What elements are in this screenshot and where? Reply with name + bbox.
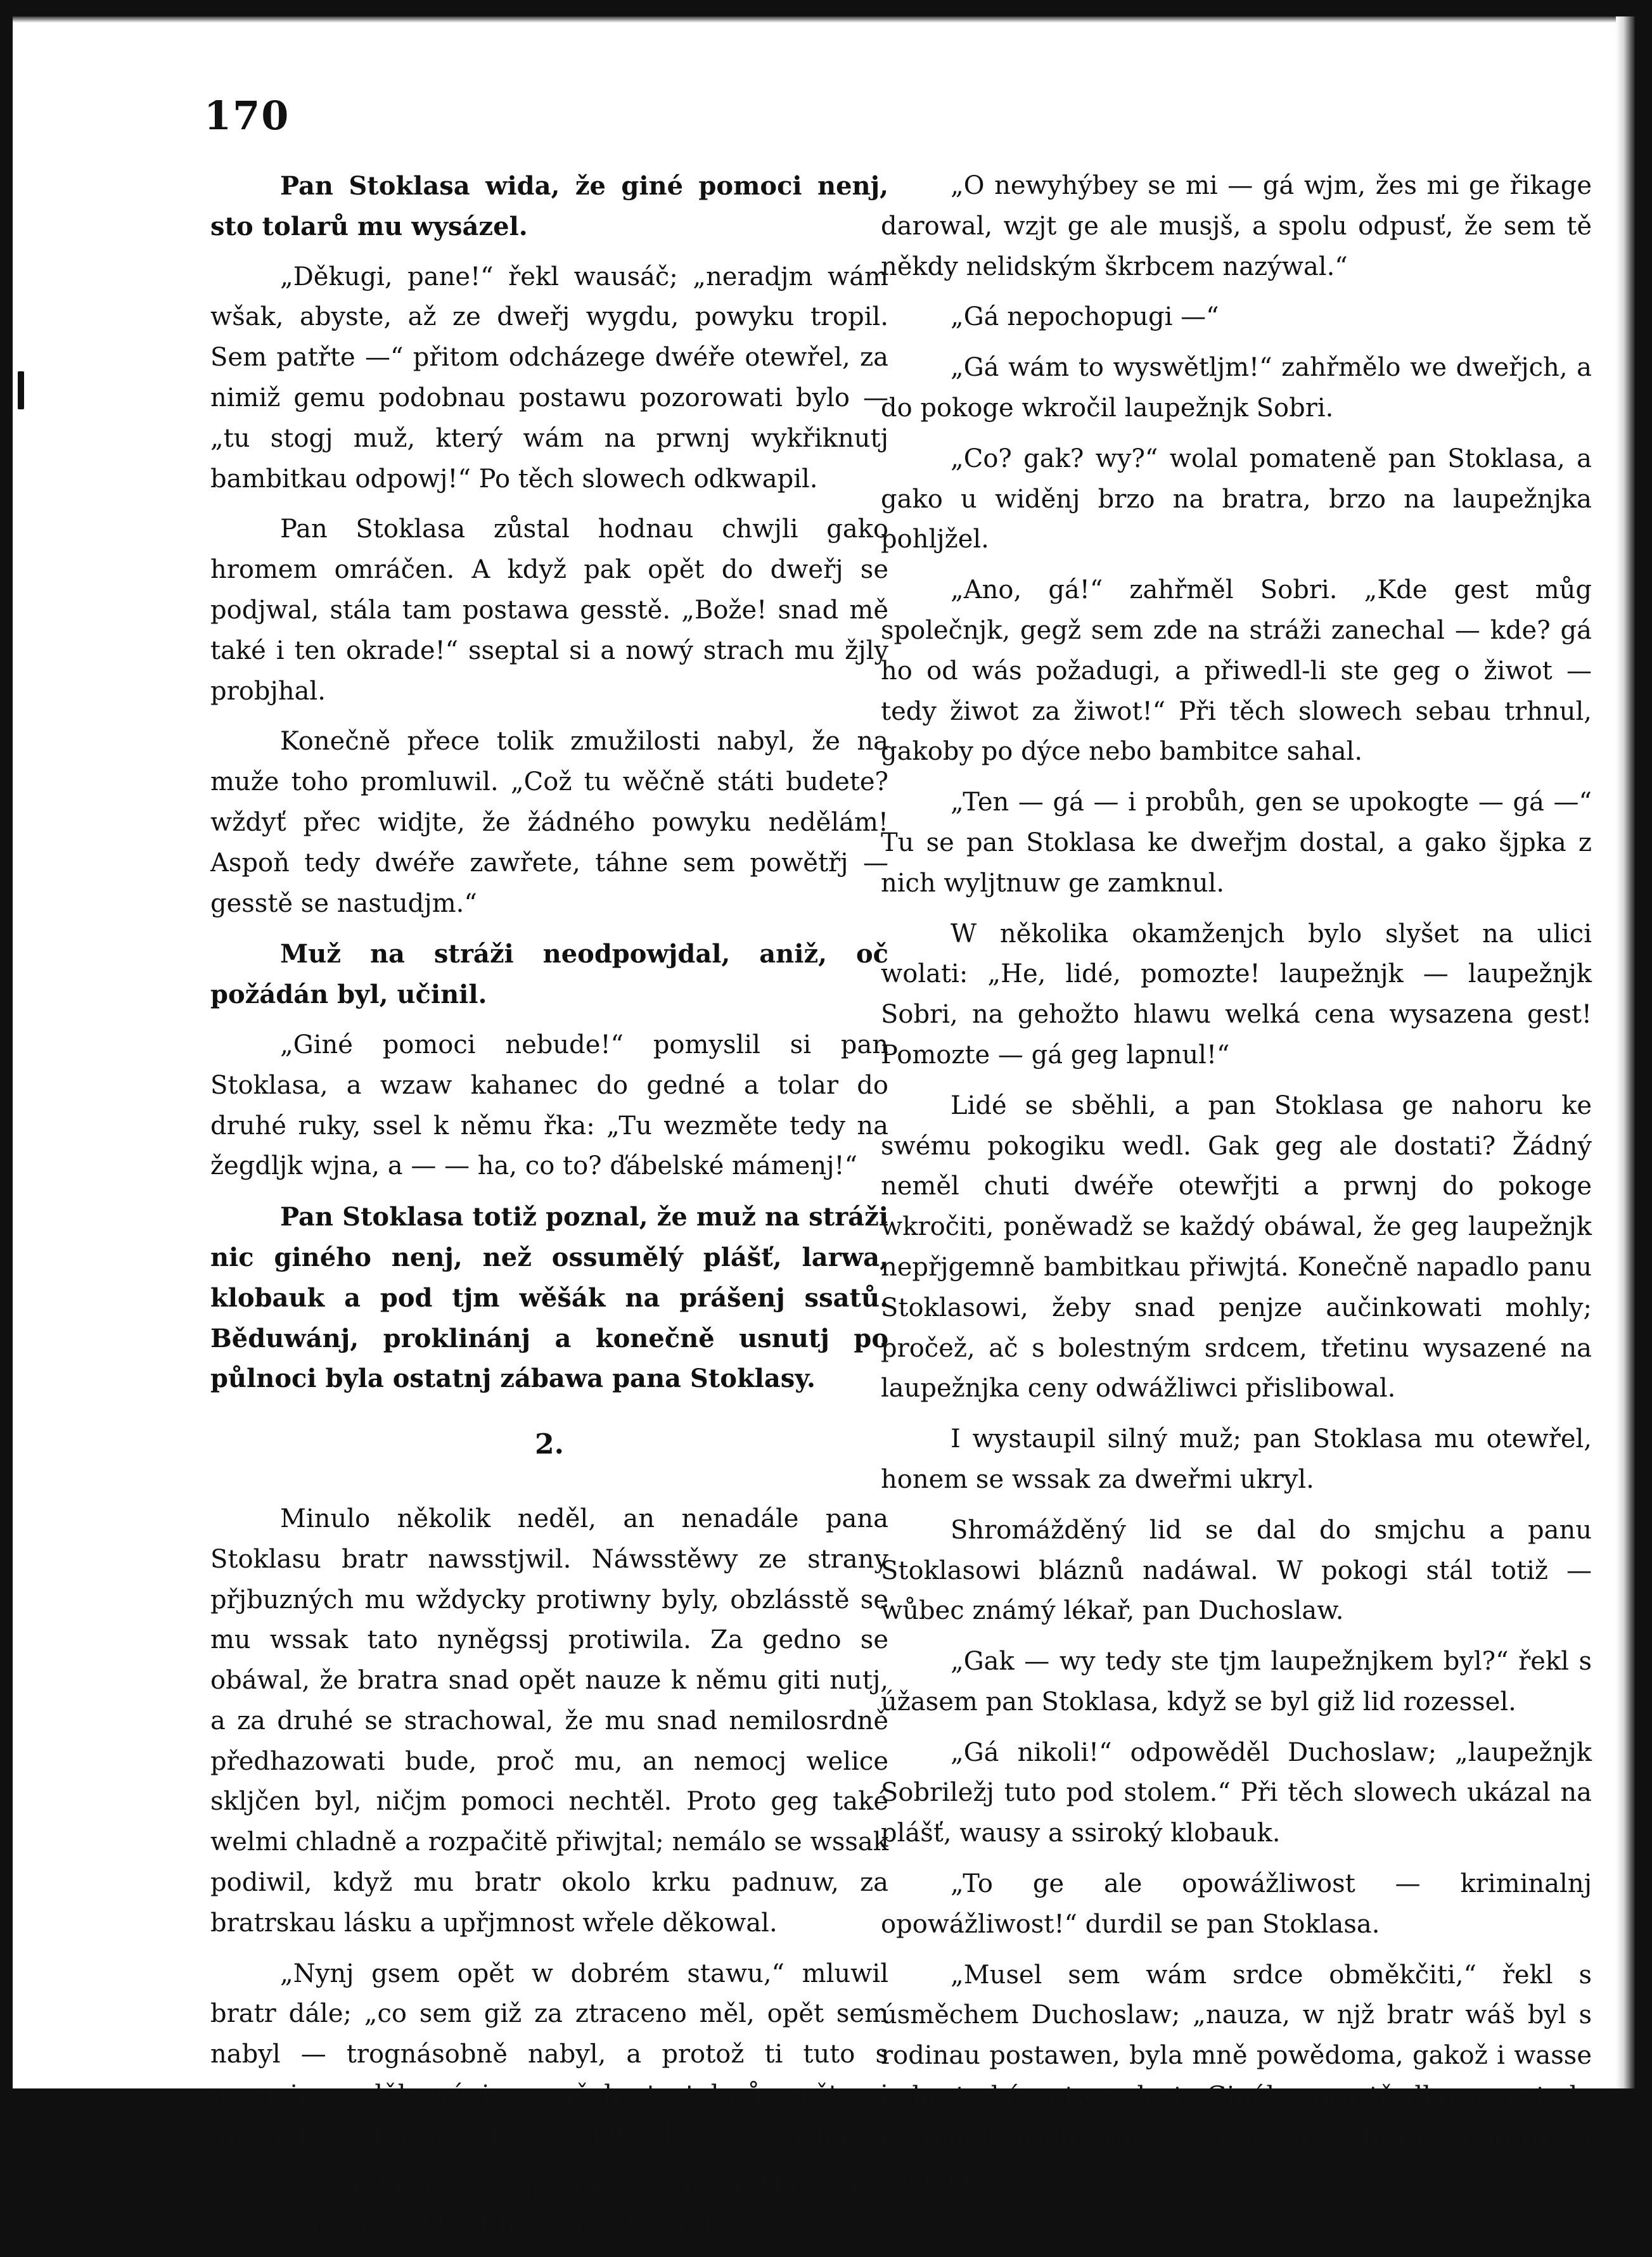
left-column: [210, 166, 888, 2257]
paragraph: „Giné pomoci nebude!“ pomyslil si pan Stoklasa, a wzaw kahanec do gedné a tolar do druhé ruky, ssel k němu řka: „Tu wezměte tedy na žegdljk wjna, a — — ha, co to? ďábelské mámenj!“: [210, 1030, 888, 1181]
paragraph: „Gá nepochopugi —“: [951, 302, 1219, 332]
paragraph: „Ano, gá!“ zahřměl Sobri. „Kde gest můg společnjk, gegž sem zde na stráži zanechal — kde? gá ho od wás požadugi, a přiwedl-li ste geg o žiwot — tedy žiwot za žiwot!“ Při těch slowech sebau trhnul, gakoby po dýce nebo bambitce sahal.: [881, 575, 1592, 767]
paragraph: „Gá wám to wyswětljm!“ zahřmělo we dweřjch, a do pokoge wkročil laupežnjk Sobri.: [881, 353, 1592, 423]
paragraph: Shromážděný lid se dal do smjchu a panu Stoklasowi bláznů nadáwal. W pokogi stál totiž — wůbec známý lékař, pan Duchoslaw.: [881, 1515, 1592, 1626]
paragraph: „Ten — gá — i probůh, gen se upokogte — gá —“ Tu se pan Stoklasa ke dweřjm dostal, a gako šjpka z nich wyljtnuw ge zamknul.: [881, 788, 1592, 898]
paragraph: Muž na stráži neodpowjdal, aniž, oč požádán byl, učinil.: [210, 939, 888, 1010]
paragraph: „Musel sem wám srdce obměkčiti,“ řekl s úsměchem Duchoslaw; „nauza, w njž bratr wáš byl s rodinau postawen, byla mně powědoma, gakož i wasse nebratrská zatwrzelost. Giného prostředku sem tedy newěděl, bych wás w člowěka a bratra obrátil. S Bohem, pane!“: [881, 1960, 1592, 2192]
paragraph: W několika okamženjch bylo slyšet na ulici wolati: „He, lidé, pomozte! laupežnjk — laupežnjk Sobri, na gehožto hlawu welká cena wysazena gest! Pomozte — gá geg lapnul!“: [881, 919, 1592, 1070]
paragraph: „Nynj gsem opět w dobrém stawu,“ mluwil bratr dále; „co sem giž za ztraceno měl, opět sem nabyl — trognásobně nabyl, a protož ti tuto s wraucjm poděkowánjm onněch sto tolarů, gežto si mi onehdy z bratrské lásky zapůgčil, opět wracjm.“: [210, 1959, 888, 2150]
paragraph: Konečně přece tolik zmužilosti nabyl, že na muže toho promluwil. „Což tu wěčně státi budete? wždyť přec widjte, že žádného powyku nedělám! Aspoň tedy dwéře zawřete, táhne sem powětřj — gesstě se nastudjm.“: [210, 727, 888, 918]
paragraph: „Děkugi, pane!“ řekl wausáč; „neradjm wám wšak, abyste, až ze dweřj wygdu, powyku tropil. Sem patřte —“ přitom odcházege dwéře otewřel, za nimiž gemu podobnau postawu pozorowati bylo — „tu stogj muž, který wám na prwnj wykřiknutj bambitkau odpowj!“ Po těch slowech odkwapil.: [210, 262, 888, 494]
paragraph: „Gak — wy tedy ste tjm laupežnjkem byl?“ řekl s úžasem pan Stoklasa, když se byl giž lid rozessel.: [881, 1647, 1592, 1717]
paragraph: I wystaupil silný muž; pan Stoklasa mu otewřel, honem se wssak za dweřmi ukryl.: [881, 1424, 1592, 1494]
scan-top-edge: [13, 16, 1635, 23]
margin-mark: [18, 371, 24, 409]
section-number: 2.: [535, 1428, 564, 1461]
page-number: 170: [204, 93, 290, 139]
paragraph: „Sto tolarů —?“ opětowal pan Stoklasa a s podiwenjm několikrát hlawau zakrautil.: [210, 2171, 888, 2241]
scan-right-edge: [1616, 16, 1635, 2088]
paragraph: Minulo několik neděl, an nenadále pana Stoklasu bratr nawsstjwil. Náwsstěwy ze strany přjbuzných mu wždycky protiwny byly, obzlásstě se mu wssak tato nyněgssj protiwila. Za gedno se obáwal, že bratra snad opět nauze k němu giti nutj, a za druhé se strachowal, že mu snad nemilosrdně předhazowati bude, proč mu, an nemocj welice skljčen byl, ničjm pomoci nechtěl. Proto geg také welmi chladně a rozpačitě přiwjtal; nemálo se wssak podiwil, když mu bratr okolo krku padnuw, za bratrskau lásku a upřjmnost wřele děkowal.: [210, 1504, 888, 1938]
paragraph: Pan Stoklasa zůstal hodnau chwjli gako hromem omráčen. A když pak opět do dweřj se podjwal, stála tam postawa gesstě. „Bože! snad mě také i ten okrade!“ sseptal si a nowý strach mu žjly probjhal.: [210, 515, 888, 706]
right-column: [881, 166, 1592, 2208]
paragraph: „Gá nikoli!“ odpowěděl Duchoslaw; „laupežnjk Sobriležj tuto pod stolem.“ Při těch slowech ukázal na plášť, wausy a ssiroký klobauk.: [881, 1737, 1592, 1848]
scanned-page: [13, 16, 1635, 2241]
paragraph: „To ge ale opowážliwost — kriminalnj opowážliwost!“ durdil se pan Stoklasa.: [881, 1869, 1592, 1939]
paragraph: Pan Stoklasa totiž poznal, že muž na stráži nic giného nenj, než ossumělý plášť, larwa, klobauk a pod tjm wěšák na prášenj ssatů. Běduwánj, proklinánj a konečně usnutj po půlnoci byla ostatnj zábawa pana Stoklasy.: [210, 1202, 888, 1394]
paragraph: „Co? gak? wy?“ wolal pomateně pan Stoklasa, a gako u widěnj brzo na bratra, brzo na laupežnjka pohljžel.: [881, 444, 1592, 554]
paragraph: Pan Stoklasa wida, že giné pomoci nenj, sto tolarů mu wysázel.: [210, 171, 888, 241]
paragraph: Lidé se sběhli, a pan Stoklasa ge nahoru ke swému pokogiku wedl. Gak geg ale dostati? Žádný neměl chuti dwéře otewřjti a prwnj do pokoge wkročiti, poněwadž se každý obáwal, že geg laupežnjk nepřjgemně bambitkau přiwjtá. Konečně napadlo panu Stoklasowi, žeby snad penjze aučinkowati mohly; pročež, ač s bolestným srdcem, třetinu wysazené na laupežnjka ceny odwážliwci přislibowal.: [881, 1090, 1592, 1403]
paragraph: „O newyhýbey se mi — gá wjm, žes mi ge řikage darowal, wzjt ge ale musjš, a spolu odpusť, že sem tě někdy nelidským škrbcem nazýwal.“: [881, 171, 1592, 281]
